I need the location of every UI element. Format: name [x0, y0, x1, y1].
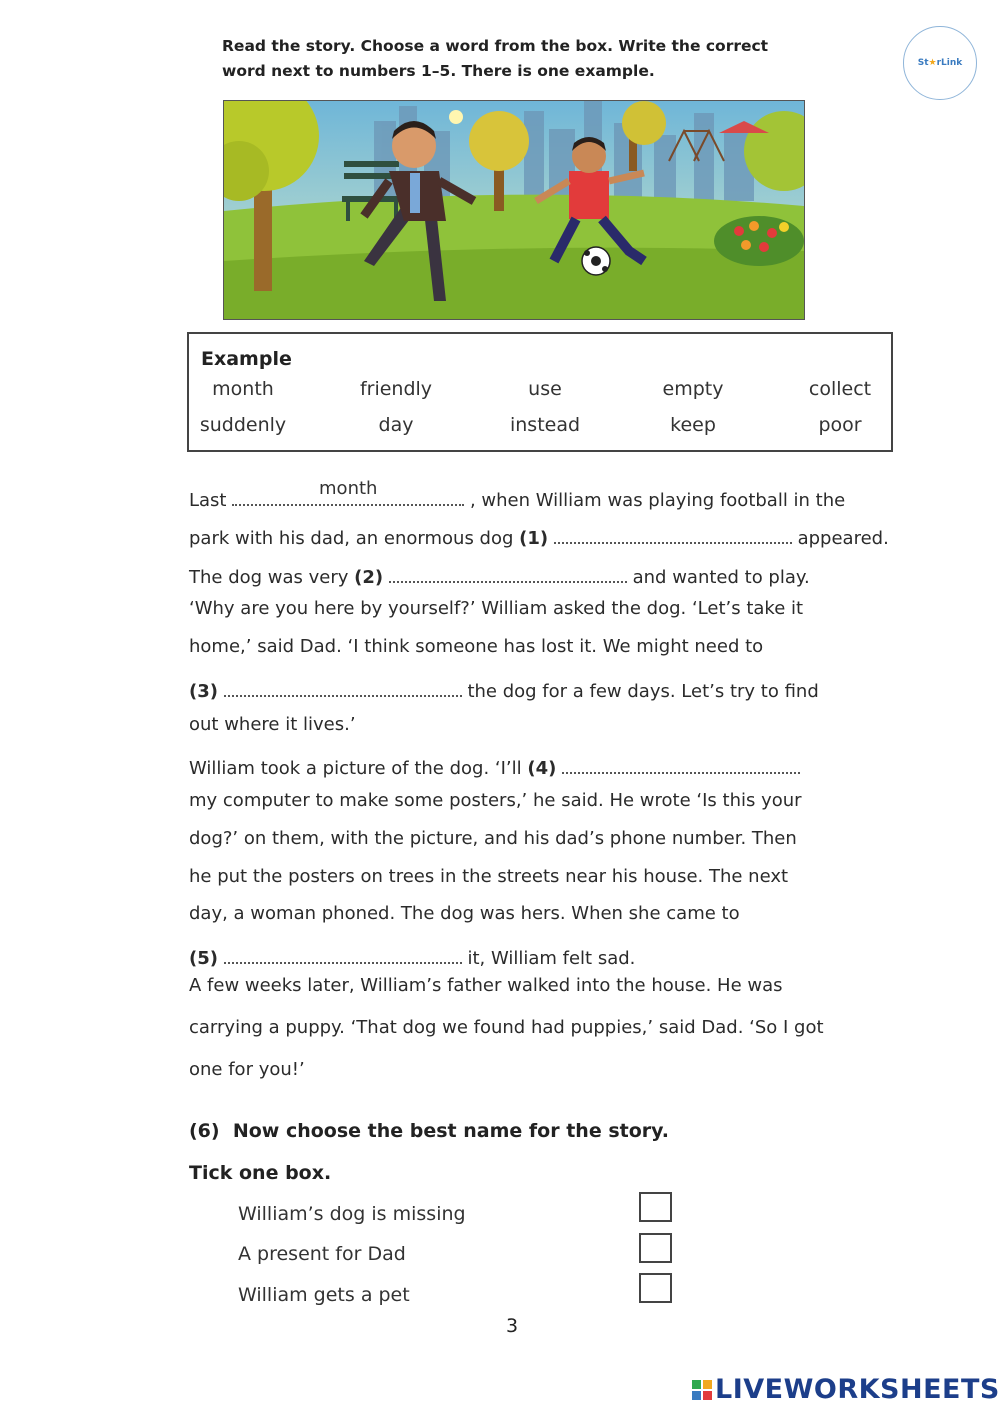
question-number-1: (1) — [519, 528, 549, 549]
story-text-segment: Last — [189, 490, 227, 511]
answer-blank-5[interactable] — [224, 942, 462, 964]
story-line-1 — [189, 478, 846, 511]
question-number-5: (5) — [189, 948, 218, 969]
question-6-number: (6) — [189, 1120, 220, 1142]
word-box-row-1 — [189, 378, 891, 408]
instructions-line-2: word next to numbers 1–5. There is one example. — [222, 62, 655, 80]
answer-blank-4[interactable] — [562, 752, 800, 774]
example-answer: month — [319, 478, 378, 499]
word-month: month — [212, 378, 274, 400]
story-line-12: day, a woman phoned. The dog was hers. When she came to — [189, 903, 740, 924]
story-line-2 — [189, 522, 889, 549]
option-checkbox-2[interactable] — [639, 1233, 672, 1263]
story-line-16: one for you!’ — [189, 1059, 305, 1080]
question-number-3: (3) — [189, 681, 218, 702]
story-text-segment: , when William was playing football in the — [469, 490, 846, 511]
story-text-segment: it, William felt sad. — [467, 948, 636, 969]
logo-text-part-2: rLink — [936, 58, 963, 68]
option-checkbox-3[interactable] — [639, 1273, 672, 1303]
instructions-line-1: Read the story. Choose a word from the box. Write the correct — [222, 37, 769, 55]
word-use: use — [528, 378, 562, 400]
word-box-title: Example — [201, 348, 292, 370]
story-line-9: my computer to make some posters,’ he said. He wrote ‘Is this your — [189, 790, 802, 811]
star-icon: ★ — [928, 58, 937, 68]
liveworksheets-logo-icon — [692, 1380, 712, 1400]
option-checkbox-1[interactable] — [639, 1192, 672, 1222]
story-text-segment: The dog was very — [189, 567, 349, 588]
option-label-3: William gets a pet — [238, 1284, 410, 1306]
logo-text-part-1: St — [917, 58, 929, 68]
story-line-11: he put the posters on trees in the streets near his house. The next — [189, 866, 789, 887]
word-poor: poor — [818, 414, 862, 436]
football — [582, 247, 610, 275]
option-label-1: William’s dog is missing — [238, 1203, 466, 1225]
word-instead: instead — [509, 414, 581, 436]
word-empty: empty — [662, 378, 724, 400]
park-illustration — [223, 100, 805, 320]
example-answer-blank — [232, 478, 464, 506]
option-label-2: A present for Dad — [238, 1243, 406, 1265]
word-keep: keep — [670, 414, 716, 436]
story-line-4: ‘Why are you here by yourself?’ William asked the dog. ‘Let’s take it — [189, 598, 804, 619]
question-6-heading — [189, 1120, 669, 1142]
story-line-6 — [189, 675, 819, 702]
word-day: day — [378, 414, 414, 436]
story-line-5: home,’ said Dad. ‘I think someone has lost it. We might need to — [189, 636, 764, 657]
question-number-4: (4) — [527, 758, 557, 779]
starlink-logo — [903, 26, 977, 100]
story-line-8 — [189, 752, 800, 779]
story-line-10: dog?’ on them, with the picture, and his dad’s phone number. Then — [189, 828, 797, 849]
answer-blank-2[interactable] — [389, 561, 627, 583]
story-text-segment: the dog for a few days. Let’s try to find — [467, 681, 819, 702]
tick-instruction: Tick one box. — [189, 1162, 332, 1184]
story-line-14: A few weeks later, William’s father walked into the house. He was — [189, 975, 783, 996]
story-line-15: carrying a puppy. ‘That dog we found had puppies,’ said Dad. ‘So I got — [189, 1017, 824, 1038]
question-6-text: Now choose the best name for the story. — [232, 1120, 669, 1142]
page-number: 3 — [505, 1315, 519, 1337]
liveworksheets-logo — [692, 1374, 1000, 1405]
question-number-2: (2) — [354, 567, 384, 588]
word-box-row-2 — [189, 414, 891, 444]
story-text-segment: park with his dad, an enormous dog — [189, 528, 514, 549]
liveworksheets-logo-text: LIVEWORKSHEETS — [715, 1374, 1000, 1405]
story-text-segment: appeared. — [797, 528, 889, 549]
story-line-3 — [189, 561, 810, 588]
answer-blank-1[interactable] — [554, 522, 792, 544]
word-suddenly: suddenly — [199, 414, 287, 436]
answer-blank-3[interactable] — [224, 675, 462, 697]
flowers — [714, 216, 804, 266]
story-line-7: out where it lives.’ — [189, 714, 356, 735]
story-text-segment: William took a picture of the dog. ‘I’ll — [189, 758, 522, 779]
word-box — [187, 332, 893, 452]
word-friendly: friendly — [359, 378, 433, 400]
story-text-segment: and wanted to play. — [632, 567, 810, 588]
word-collect: collect — [808, 378, 872, 400]
story-line-13 — [189, 942, 635, 969]
instructions — [222, 34, 822, 84]
